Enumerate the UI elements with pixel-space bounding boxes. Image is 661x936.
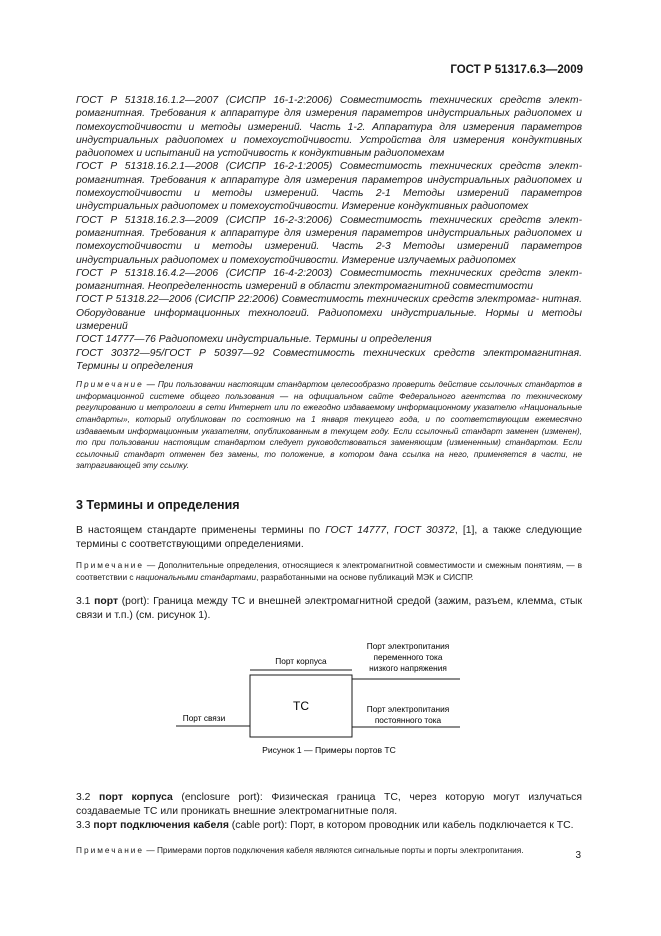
page-content — [76, 94, 582, 857]
definition-cable-port — [76, 819, 582, 833]
normative-references — [76, 94, 582, 373]
reference-item — [76, 214, 582, 267]
reference-rest: нитная. Оборудование информационных технологий. Радиопомехи индустриальные. Нормы и методы измерений — [76, 294, 582, 333]
definition-term: порт — [94, 596, 119, 608]
definitions-note — [76, 560, 582, 583]
figure-port-examples — [76, 631, 582, 779]
definition-number: 3.3 — [76, 820, 94, 832]
enclosure-port-label: Порт корпуса — [275, 656, 327, 667]
reference-rest: ромагнитная. Требования к аппаратуре для измерения параметров индустриальных радиопомех и помехоустойчивости и методы измерений. Часть 2-3 Методы измерений параметров индустриальных радиопомех и помехоустойчивости. Измерение излучаемых радиопомех — [76, 227, 582, 266]
reference-first-line: ГОСТ Р 51318.22—2006 (СИСПР 22:2006) Совместимость технических средств электромаг- — [76, 294, 540, 306]
reference-item — [76, 94, 582, 160]
ac-port-label-1: Порт электропитания — [366, 641, 450, 652]
note-label: Примечание — [76, 559, 145, 570]
definition-text: (port): Граница между ТС и внешней электромагнитной средой (зажим, разъем, клемма, стык связи и т.п.) (см. рисунок 1). — [76, 596, 582, 622]
intro-ref-gost-14777: ГОСТ 14777 — [325, 524, 387, 536]
note-italic: национальными стандартами — [135, 571, 257, 582]
reference-item — [76, 267, 582, 294]
reference-rest: ромагнитная. Требования к аппаратуре для измерения параметров индустриальных радиопомех и помехоустойчивости и методы измерений. Часть 1-2. Аппаратура для измерения параметров индустриальных радиопомех и помехоустойчивости. Устройства для измерения кондуктивных радиопомех и испытаний на устойчивость к кондуктивным радиопомехам — [76, 108, 582, 160]
reference-first-line: ГОСТ Р 51318.16.1.2—2007 (СИСПР 16-1-2:2006) Совместимость технических средств элект- — [76, 95, 582, 106]
note-label: Примечание — [76, 379, 144, 390]
definition-term: порт подключения кабеля — [93, 820, 229, 832]
page-number: 3 — [575, 850, 581, 861]
note-label: Примечание — [76, 845, 145, 856]
definition-term: порт корпуса — [99, 792, 173, 804]
reference-item — [76, 333, 582, 346]
dc-port-label-1: Порт электропитания — [366, 704, 450, 715]
note-text-end: , разработанными на основе публикаций МЭК и СИСПР. — [256, 571, 474, 582]
definition-number: 3.2 — [76, 792, 100, 804]
ac-port-label-2: переменного тока — [373, 652, 443, 663]
reference-rest: Термины и определения — [76, 360, 193, 372]
reference-first-line: ГОСТ 30372—95/ГОСТ Р 50397—92 Совместимость технических средств электромагнитная. — [76, 347, 582, 359]
definition-port — [76, 595, 582, 623]
cable-port-note — [76, 845, 582, 857]
reference-item — [76, 347, 582, 374]
references-note — [76, 379, 582, 472]
equipment-label: ТС — [293, 699, 309, 714]
comm-port-label: Порт связи — [182, 713, 226, 724]
section-intro — [76, 524, 582, 552]
reference-item — [76, 293, 582, 333]
intro-text: В настоящем стандарте применены термины по — [76, 524, 326, 536]
figure-caption: Рисунок 1 — Примеры портов ТС — [262, 745, 396, 756]
document-id-header: ГОСТ Р 51317.6.3—2009 — [450, 64, 583, 76]
ac-port-label-3: низкого напряжения — [369, 663, 447, 674]
definition-text: (cable port): Порт, в котором проводник или кабель подключается к ТС. — [228, 820, 574, 832]
section-heading: 3 Термины и определения — [76, 497, 240, 512]
reference-rest: ромагнитная. Неопределенность измерений в области электромагнитной совместимости — [76, 281, 533, 293]
intro-ref-gost-30372: ГОСТ 30372 — [394, 524, 455, 536]
reference-first-line: ГОСТ 14777—76 Радиопомехи индустриальные. Термины и определения — [76, 334, 432, 346]
note-text: — Дополнительные определения, относящиеся к электромагнитной совместимости и смежным понятиям, — в соответствии с — [76, 559, 582, 582]
port-diagram — [76, 631, 582, 761]
reference-first-line: ГОСТ Р 51318.16.4.2—2006 (СИСПР 16-4-2:2003) Совместимость технических средств элект- — [76, 267, 582, 279]
definition-text: (enclosure port): Физическая граница ТС, через которую могут излучаться создаваемые ТС или проникать внешние электромагнитные поля. — [76, 792, 583, 818]
reference-rest: ромагнитная. Требования к аппаратуре для измерения параметров индустриальных радиопомех и помехоустойчивости и методы измерений. Часть 2-1 Методы измерений параметров индустриальных радиопомех и помехоустойчивости. Измерение кондуктивных радиопомех — [76, 174, 582, 213]
definition-number: 3.1 — [76, 596, 95, 608]
dc-port-label-2: постоянного тока — [374, 715, 442, 726]
note-text: — При пользовании настоящим стандартом целесообразно проверить действие ссылочных стандартов в информационной системе общего пользования — на официальном сайте Федерального агентства по техническому регулированию и метрологии в сети Интернет или по ежегодно издаваемому информационному указателю «Национальные стандарты», который опубликован по состоянию на 1 января текущего года, и по соответствующим ежемесячно издаваемым информационным указателям, опубликованным в текущем году. Если ссылочный стандарт заменен (изменен), то при пользовании настоящим стандартом следует руководствоваться заменяющим (измененным) стандартом. Если ссылочный стандарт отменен без замены, то положение, в котором дана ссылка на него, применяется в части, не затрагивающей эту ссылку. — [76, 379, 582, 471]
intro-text-end: , [1], а также следующие термины с соответствующими определениями. — [76, 524, 582, 550]
note-text: — Примерами портов подключения кабеля являются сигнальные порты и порты электропитания. — [144, 845, 524, 856]
definition-enclosure-port — [76, 791, 582, 819]
intro-sep: , — [386, 524, 395, 536]
reference-first-line: ГОСТ Р 51318.16.2.1—2008 (СИСПР 16-2-1:2005) Совместимость технических средств элект- — [76, 161, 582, 173]
reference-item — [76, 160, 582, 213]
reference-first-line: ГОСТ Р 51318.16.2.3—2009 (СИСПР 16-2-3:2006) Совместимость технических средств элект- — [76, 214, 582, 226]
